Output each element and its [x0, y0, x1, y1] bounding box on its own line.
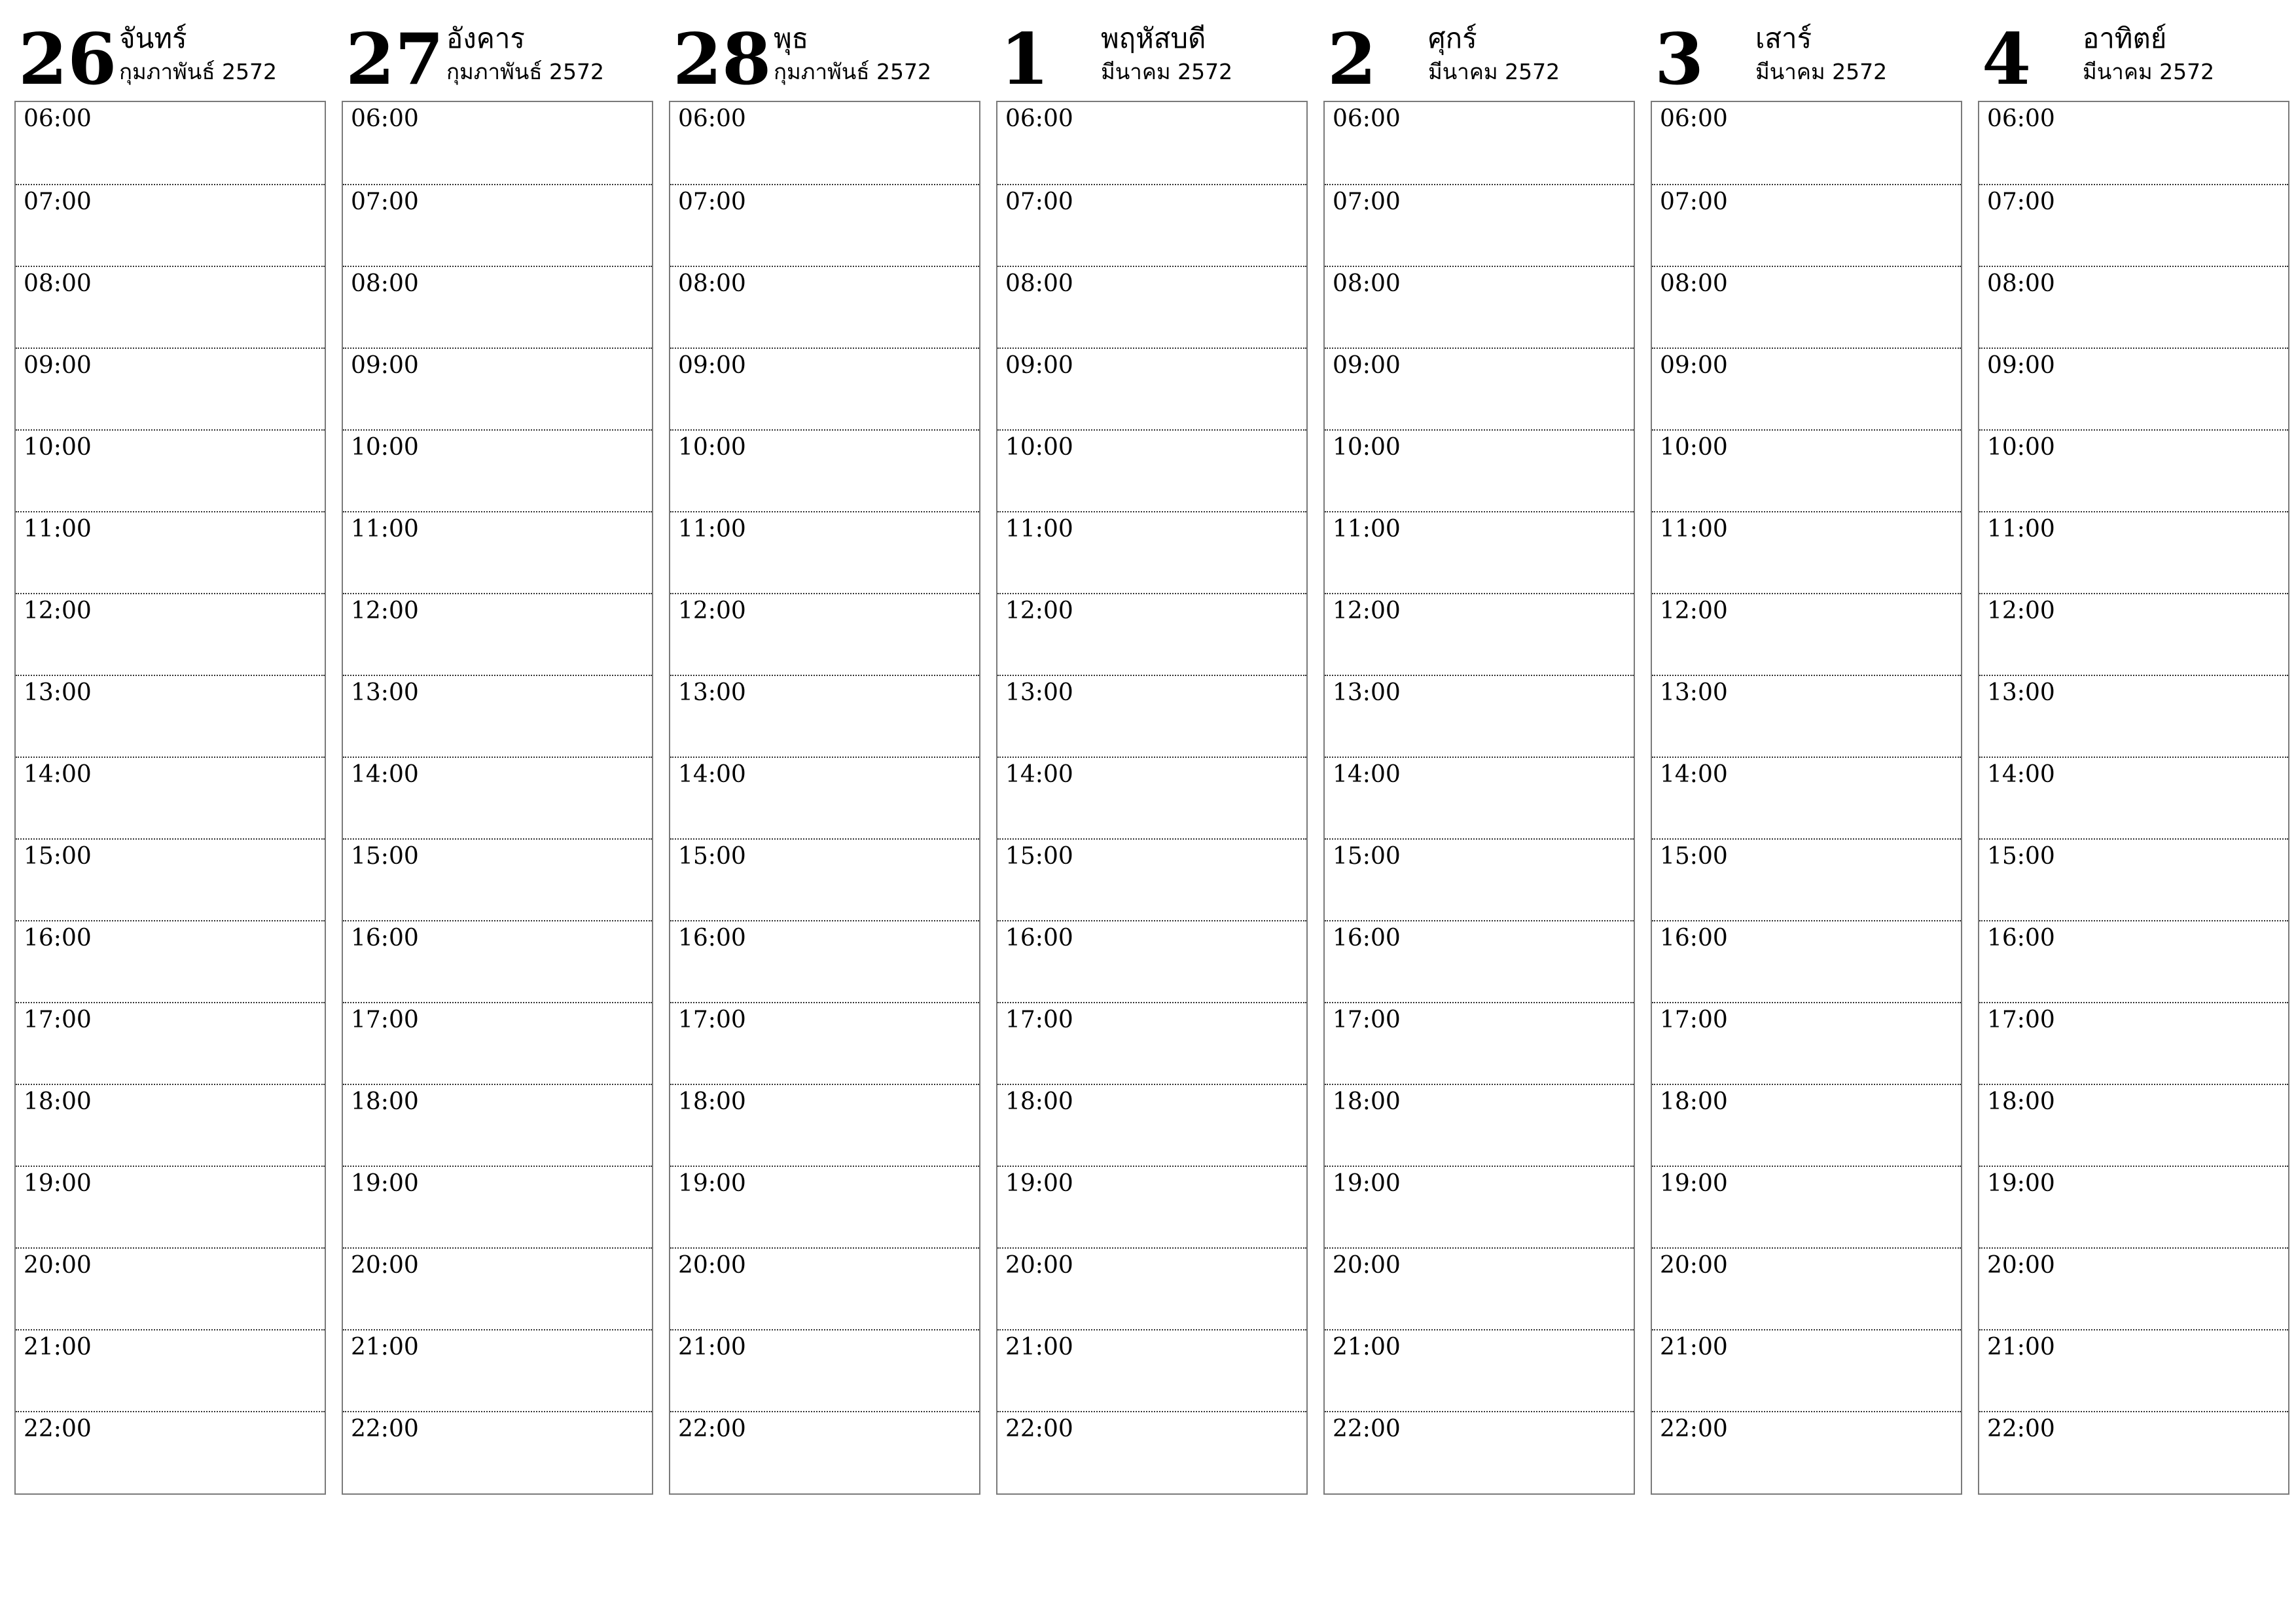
time-slot[interactable] — [343, 593, 652, 675]
time-slot[interactable] — [997, 511, 1306, 593]
weekday-name: พฤหัสบดี — [1101, 22, 1206, 54]
time-slot[interactable] — [16, 1084, 325, 1166]
time-slot[interactable] — [16, 757, 325, 838]
day-schedule-box — [1323, 101, 1635, 1495]
time-slot[interactable] — [1979, 1329, 2288, 1411]
time-slot[interactable] — [343, 838, 652, 920]
time-slot[interactable] — [1325, 593, 1634, 675]
time-slot-label: 13:00 — [1333, 679, 1401, 706]
time-slot-label: 07:00 — [678, 188, 746, 215]
time-slot[interactable] — [16, 429, 325, 511]
time-slot[interactable] — [1325, 1166, 1634, 1247]
weekday-name: พุธ — [774, 22, 809, 54]
time-slot-label: 16:00 — [351, 925, 419, 952]
time-slot-label: 06:00 — [1333, 105, 1401, 132]
time-slot[interactable] — [1979, 593, 2288, 675]
time-slot-label: 22:00 — [1987, 1416, 2055, 1442]
time-slot[interactable] — [997, 757, 1306, 838]
time-slot[interactable] — [997, 593, 1306, 675]
time-slot[interactable] — [1652, 675, 1961, 757]
time-slot-label: 06:00 — [1987, 105, 2055, 132]
time-slot[interactable] — [997, 675, 1306, 757]
day-header — [669, 13, 980, 101]
time-slot[interactable] — [670, 1329, 979, 1411]
time-slot-label: 08:00 — [1660, 270, 1728, 297]
time-slot-label: 15:00 — [1005, 843, 1073, 870]
time-slot-label: 09:00 — [1660, 352, 1728, 379]
day-header — [996, 13, 1308, 101]
time-slot[interactable] — [1325, 102, 1634, 184]
time-slot-label: 11:00 — [678, 516, 746, 543]
time-slot-label: 17:00 — [678, 1007, 746, 1033]
time-slot[interactable] — [1652, 1411, 1961, 1493]
time-slot-label: 12:00 — [1660, 597, 1728, 624]
time-slot[interactable] — [16, 675, 325, 757]
day-header — [14, 13, 326, 101]
time-slot-label: 12:00 — [24, 597, 92, 624]
time-slot-label: 16:00 — [24, 925, 92, 952]
time-slot[interactable] — [1652, 102, 1961, 184]
day-column — [996, 13, 1308, 1499]
time-slot[interactable] — [1979, 1166, 2288, 1247]
time-slot-label: 10:00 — [1987, 434, 2055, 461]
time-slot[interactable] — [1325, 838, 1634, 920]
time-slot-label: 18:00 — [351, 1088, 419, 1115]
day-column — [14, 13, 326, 1499]
day-header — [1323, 13, 1635, 101]
time-slot-label: 15:00 — [1660, 843, 1728, 870]
time-slot[interactable] — [1979, 511, 2288, 593]
time-slot-label: 06:00 — [1660, 105, 1728, 132]
time-slot[interactable] — [343, 920, 652, 1002]
time-slot-label: 06:00 — [678, 105, 746, 132]
time-slot[interactable] — [343, 1002, 652, 1084]
time-slot[interactable] — [997, 266, 1306, 348]
time-slot[interactable] — [1979, 184, 2288, 266]
time-slot[interactable] — [343, 511, 652, 593]
time-slot[interactable] — [1652, 1329, 1961, 1411]
time-slot-label: 11:00 — [1987, 516, 2055, 543]
time-slot-label: 09:00 — [1005, 352, 1073, 379]
time-slot[interactable] — [343, 266, 652, 348]
time-slot[interactable] — [16, 511, 325, 593]
time-slot-label: 14:00 — [1333, 761, 1401, 788]
time-slot-label: 21:00 — [1005, 1334, 1073, 1361]
time-slot[interactable] — [997, 1166, 1306, 1247]
time-slot-label: 10:00 — [1660, 434, 1728, 461]
time-slot-label: 17:00 — [351, 1007, 419, 1033]
time-slot-label: 18:00 — [678, 1088, 746, 1115]
time-slot-label: 13:00 — [351, 679, 419, 706]
time-slot-label: 18:00 — [24, 1088, 92, 1115]
time-slot-label: 21:00 — [1660, 1334, 1728, 1361]
time-slot-label: 08:00 — [1987, 270, 2055, 297]
time-slot-label: 09:00 — [1987, 352, 2055, 379]
time-slot-label: 17:00 — [1660, 1007, 1728, 1033]
time-slot-label: 15:00 — [351, 843, 419, 870]
time-slot-label: 11:00 — [24, 516, 92, 543]
time-slot-label: 10:00 — [678, 434, 746, 461]
time-slot[interactable] — [16, 920, 325, 1002]
time-slot[interactable] — [670, 757, 979, 838]
time-slot[interactable] — [1325, 429, 1634, 511]
day-schedule-box — [14, 101, 326, 1495]
time-slot[interactable] — [1325, 1329, 1634, 1411]
time-slot[interactable] — [1325, 757, 1634, 838]
time-slot-label: 22:00 — [1660, 1416, 1728, 1442]
time-slot-label: 13:00 — [24, 679, 92, 706]
time-slot-label: 13:00 — [678, 679, 746, 706]
time-slot[interactable] — [1652, 757, 1961, 838]
time-slot[interactable] — [343, 1411, 652, 1493]
time-slot[interactable] — [1325, 1084, 1634, 1166]
weekday-name: ศุกร์ — [1428, 22, 1477, 54]
time-slot[interactable] — [16, 1002, 325, 1084]
time-slot[interactable] — [670, 1166, 979, 1247]
time-slot[interactable] — [343, 184, 652, 266]
time-slot[interactable] — [1652, 1084, 1961, 1166]
time-slot-label: 17:00 — [1333, 1007, 1401, 1033]
day-header — [342, 13, 653, 101]
weekday-name: จันทร์ — [119, 22, 187, 54]
time-slot[interactable] — [997, 1329, 1306, 1411]
time-slot[interactable] — [670, 675, 979, 757]
time-slot[interactable] — [670, 511, 979, 593]
time-slot[interactable] — [1325, 675, 1634, 757]
month-year: กุมภาพันธ์ 2572 — [774, 59, 931, 84]
day-number: 27 — [346, 18, 444, 101]
time-slot[interactable] — [16, 1411, 325, 1493]
time-slot[interactable] — [1979, 348, 2288, 429]
month-year: มีนาคม 2572 — [1755, 59, 1888, 84]
time-slot[interactable] — [1652, 1166, 1961, 1247]
time-slot[interactable] — [1325, 511, 1634, 593]
time-slot-label: 12:00 — [351, 597, 419, 624]
time-slot-label: 07:00 — [1333, 188, 1401, 215]
time-slot-label: 18:00 — [1987, 1088, 2055, 1115]
time-slot[interactable] — [1652, 1247, 1961, 1329]
time-slot-label: 07:00 — [1987, 188, 2055, 215]
time-slot[interactable] — [670, 920, 979, 1002]
time-slot-label: 14:00 — [24, 761, 92, 788]
time-slot-label: 19:00 — [678, 1170, 746, 1197]
day-number: 3 — [1655, 18, 1704, 101]
time-slot[interactable] — [997, 1411, 1306, 1493]
time-slot[interactable] — [16, 838, 325, 920]
time-slot[interactable] — [670, 593, 979, 675]
time-slot-label: 15:00 — [24, 843, 92, 870]
time-slot[interactable] — [997, 429, 1306, 511]
time-slot-label: 21:00 — [24, 1334, 92, 1361]
time-slot-label: 13:00 — [1987, 679, 2055, 706]
time-slot-label: 09:00 — [1333, 352, 1401, 379]
time-slot[interactable] — [670, 429, 979, 511]
time-slot-label: 16:00 — [1987, 925, 2055, 952]
time-slot-label: 15:00 — [1987, 843, 2055, 870]
time-slot-label: 10:00 — [1333, 434, 1401, 461]
day-number: 4 — [1982, 18, 2032, 101]
time-slot-label: 19:00 — [1660, 1170, 1728, 1197]
weekday-name: อาทิตย์ — [2083, 22, 2167, 54]
day-number: 1 — [1000, 18, 1050, 101]
time-slot[interactable] — [343, 102, 652, 184]
time-slot[interactable] — [1652, 511, 1961, 593]
time-slot-label: 20:00 — [1333, 1252, 1401, 1279]
time-slot-label: 14:00 — [1987, 761, 2055, 788]
time-slot[interactable] — [1979, 675, 2288, 757]
time-slot[interactable] — [1979, 1002, 2288, 1084]
time-slot[interactable] — [16, 102, 325, 184]
time-slot[interactable] — [1325, 1411, 1634, 1493]
day-column — [1651, 13, 1962, 1499]
time-slot-label: 21:00 — [678, 1334, 746, 1361]
time-slot[interactable] — [1979, 920, 2288, 1002]
time-slot[interactable] — [16, 266, 325, 348]
time-slot-label: 18:00 — [1660, 1088, 1728, 1115]
time-slot[interactable] — [343, 757, 652, 838]
time-slot[interactable] — [1652, 184, 1961, 266]
time-slot-label: 20:00 — [24, 1252, 92, 1279]
time-slot[interactable] — [343, 1084, 652, 1166]
time-slot[interactable] — [1325, 184, 1634, 266]
time-slot-label: 08:00 — [351, 270, 419, 297]
time-slot-label: 22:00 — [1333, 1416, 1401, 1442]
time-slot-label: 16:00 — [678, 925, 746, 952]
day-number: 28 — [673, 18, 772, 101]
weekly-planner — [14, 13, 2289, 1499]
time-slot-label: 19:00 — [1333, 1170, 1401, 1197]
time-slot[interactable] — [1325, 1247, 1634, 1329]
time-slot[interactable] — [670, 1411, 979, 1493]
time-slot[interactable] — [343, 1166, 652, 1247]
time-slot[interactable] — [997, 184, 1306, 266]
day-schedule-box — [342, 101, 653, 1495]
time-slot[interactable] — [1979, 838, 2288, 920]
time-slot-label: 06:00 — [351, 105, 419, 132]
time-slot-label: 06:00 — [24, 105, 92, 132]
time-slot-label: 12:00 — [678, 597, 746, 624]
month-year: มีนาคม 2572 — [1101, 59, 1233, 84]
time-slot[interactable] — [1652, 429, 1961, 511]
time-slot[interactable] — [670, 184, 979, 266]
day-schedule-box — [996, 101, 1308, 1495]
time-slot[interactable] — [1979, 1084, 2288, 1166]
time-slot-label: 20:00 — [1987, 1252, 2055, 1279]
time-slot-label: 06:00 — [1005, 105, 1073, 132]
time-slot-label: 17:00 — [24, 1007, 92, 1033]
time-slot-label: 14:00 — [678, 761, 746, 788]
day-number: 2 — [1327, 18, 1377, 101]
day-number: 26 — [18, 18, 117, 101]
time-slot-label: 08:00 — [1005, 270, 1073, 297]
time-slot[interactable] — [997, 838, 1306, 920]
time-slot-label: 10:00 — [1005, 434, 1073, 461]
time-slot-label: 21:00 — [351, 1334, 419, 1361]
time-slot[interactable] — [1325, 920, 1634, 1002]
time-slot-label: 11:00 — [1005, 516, 1073, 543]
time-slot-label: 12:00 — [1987, 597, 2055, 624]
time-slot-label: 16:00 — [1005, 925, 1073, 952]
time-slot-label: 14:00 — [1005, 761, 1073, 788]
time-slot-label: 11:00 — [351, 516, 419, 543]
time-slot-label: 16:00 — [1333, 925, 1401, 952]
time-slot-label: 11:00 — [1333, 516, 1401, 543]
month-year: กุมภาพันธ์ 2572 — [446, 59, 604, 84]
time-slot-label: 18:00 — [1005, 1088, 1073, 1115]
time-slot[interactable] — [670, 838, 979, 920]
time-slot[interactable] — [343, 1247, 652, 1329]
time-slot-label: 14:00 — [1660, 761, 1728, 788]
time-slot-label: 22:00 — [678, 1416, 746, 1442]
time-slot-label: 09:00 — [24, 352, 92, 379]
time-slot[interactable] — [997, 920, 1306, 1002]
time-slot[interactable] — [1652, 838, 1961, 920]
day-schedule-box — [669, 101, 980, 1495]
time-slot[interactable] — [1979, 1411, 2288, 1493]
time-slot-label: 10:00 — [24, 434, 92, 461]
day-column — [1978, 13, 2289, 1499]
time-slot[interactable] — [16, 1247, 325, 1329]
time-slot-label: 19:00 — [24, 1170, 92, 1197]
time-slot-label: 07:00 — [351, 188, 419, 215]
day-column — [669, 13, 980, 1499]
time-slot[interactable] — [343, 1329, 652, 1411]
time-slot[interactable] — [1979, 102, 2288, 184]
time-slot[interactable] — [997, 1002, 1306, 1084]
time-slot[interactable] — [670, 1084, 979, 1166]
time-slot[interactable] — [670, 266, 979, 348]
time-slot-label: 08:00 — [24, 270, 92, 297]
time-slot[interactable] — [1325, 348, 1634, 429]
time-slot[interactable] — [997, 1247, 1306, 1329]
time-slot[interactable] — [1652, 593, 1961, 675]
time-slot[interactable] — [343, 348, 652, 429]
day-schedule-box — [1651, 101, 1962, 1495]
time-slot[interactable] — [16, 348, 325, 429]
time-slot[interactable] — [670, 1247, 979, 1329]
time-slot[interactable] — [1652, 920, 1961, 1002]
time-slot-label: 07:00 — [1660, 188, 1728, 215]
time-slot[interactable] — [997, 1084, 1306, 1166]
time-slot-label: 12:00 — [1333, 597, 1401, 624]
time-slot-label: 15:00 — [678, 843, 746, 870]
time-slot[interactable] — [1652, 266, 1961, 348]
time-slot-label: 18:00 — [1333, 1088, 1401, 1115]
time-slot-label: 22:00 — [24, 1416, 92, 1442]
time-slot[interactable] — [1979, 757, 2288, 838]
time-slot[interactable] — [997, 102, 1306, 184]
time-slot-label: 07:00 — [1005, 188, 1073, 215]
time-slot[interactable] — [343, 429, 652, 511]
day-header — [1978, 13, 2289, 101]
time-slot-label: 19:00 — [1987, 1170, 2055, 1197]
time-slot[interactable] — [670, 102, 979, 184]
time-slot-label: 22:00 — [351, 1416, 419, 1442]
time-slot-label: 17:00 — [1987, 1007, 2055, 1033]
time-slot[interactable] — [1652, 1002, 1961, 1084]
time-slot-label: 10:00 — [351, 434, 419, 461]
time-slot-label: 17:00 — [1005, 1007, 1073, 1033]
time-slot-label: 20:00 — [351, 1252, 419, 1279]
time-slot-label: 21:00 — [1987, 1334, 2055, 1361]
time-slot-label: 13:00 — [1005, 679, 1073, 706]
day-column — [342, 13, 653, 1499]
time-slot[interactable] — [343, 675, 652, 757]
month-year: มีนาคม 2572 — [2083, 59, 2215, 84]
time-slot-label: 19:00 — [351, 1170, 419, 1197]
time-slot-label: 22:00 — [1005, 1416, 1073, 1442]
time-slot-label: 20:00 — [1660, 1252, 1728, 1279]
day-column — [1323, 13, 1635, 1499]
time-slot[interactable] — [1325, 266, 1634, 348]
weekday-name: เสาร์ — [1755, 22, 1812, 54]
time-slot-label: 21:00 — [1333, 1334, 1401, 1361]
time-slot-label: 19:00 — [1005, 1170, 1073, 1197]
day-schedule-box — [1978, 101, 2289, 1495]
month-year: มีนาคม 2572 — [1428, 59, 1560, 84]
time-slot-label: 08:00 — [678, 270, 746, 297]
time-slot-label: 07:00 — [24, 188, 92, 215]
time-slot[interactable] — [997, 348, 1306, 429]
time-slot[interactable] — [16, 1329, 325, 1411]
time-slot-label: 08:00 — [1333, 270, 1401, 297]
time-slot[interactable] — [670, 348, 979, 429]
time-slot-label: 14:00 — [351, 761, 419, 788]
time-slot-label: 09:00 — [678, 352, 746, 379]
time-slot[interactable] — [16, 184, 325, 266]
time-slot[interactable] — [1652, 348, 1961, 429]
time-slot-label: 11:00 — [1660, 516, 1728, 543]
time-slot[interactable] — [16, 593, 325, 675]
time-slot-label: 20:00 — [1005, 1252, 1073, 1279]
time-slot[interactable] — [670, 1002, 979, 1084]
time-slot-label: 09:00 — [351, 352, 419, 379]
time-slot-label: 20:00 — [678, 1252, 746, 1279]
time-slot[interactable] — [1325, 1002, 1634, 1084]
time-slot[interactable] — [1979, 429, 2288, 511]
time-slot-label: 12:00 — [1005, 597, 1073, 624]
time-slot-label: 13:00 — [1660, 679, 1728, 706]
day-header — [1651, 13, 1962, 101]
time-slot[interactable] — [1979, 1247, 2288, 1329]
time-slot-label: 16:00 — [1660, 925, 1728, 952]
weekday-name: อังคาร — [446, 22, 525, 54]
month-year: กุมภาพันธ์ 2572 — [119, 59, 277, 84]
time-slot[interactable] — [1979, 266, 2288, 348]
time-slot-label: 15:00 — [1333, 843, 1401, 870]
time-slot[interactable] — [16, 1166, 325, 1247]
